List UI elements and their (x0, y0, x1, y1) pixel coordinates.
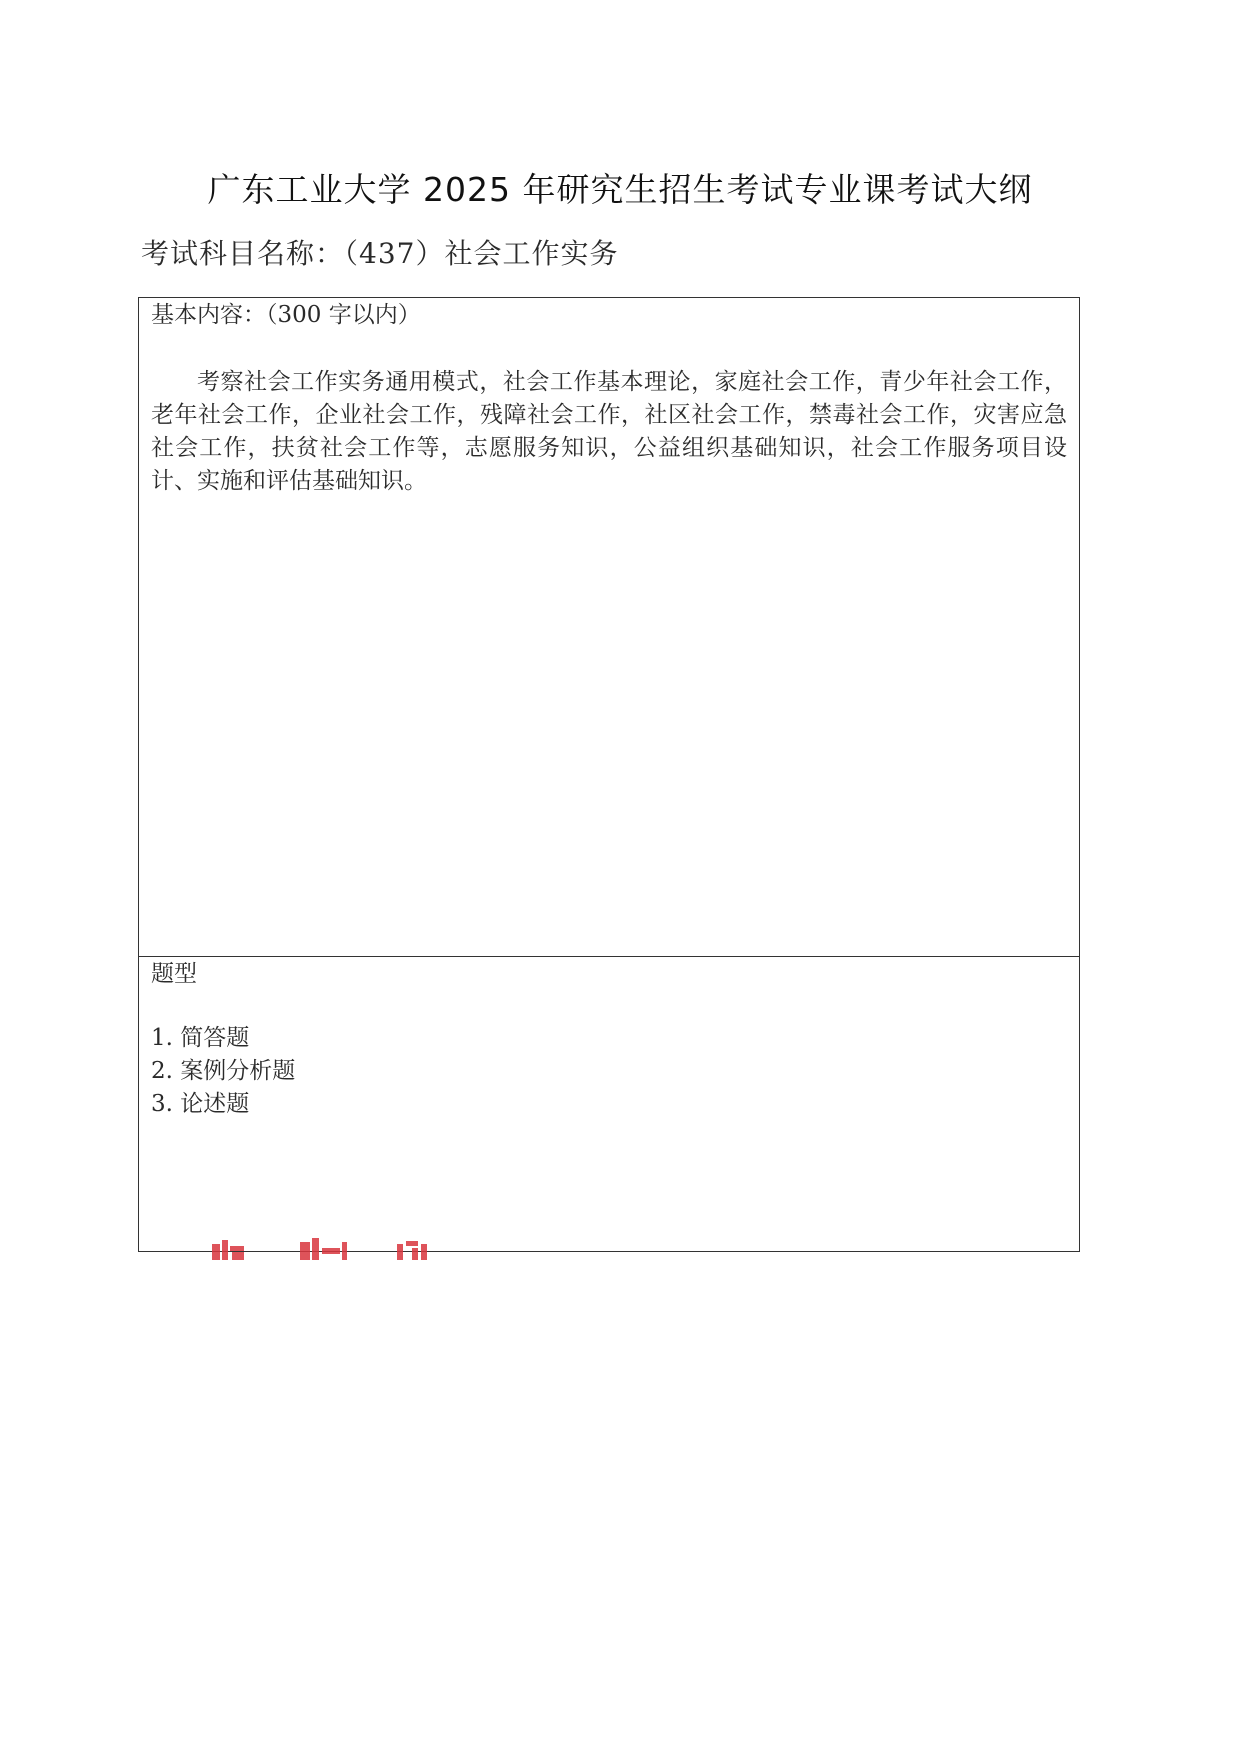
content-heading: 基本内容：（300 字以内） (151, 302, 421, 328)
list-item: 3. 论述题 (151, 1091, 250, 1117)
red-seal-stamp-fragment (212, 1238, 452, 1260)
list-item: 1. 简答题 (151, 1025, 250, 1051)
outline-table (138, 297, 1080, 1252)
list-item: 2. 案例分析题 (151, 1058, 296, 1084)
page-title: 广东工业大学 2025 年研究生招生考试专业课考试大纲 (207, 170, 1033, 209)
seal-stamp-icon (212, 1238, 452, 1260)
question-types-heading: 题型 (151, 961, 197, 987)
question-types-list (151, 1022, 1067, 1121)
question-types-section (139, 957, 1079, 1251)
content-paragraph: 考察社会工作实务通用模式，社会工作基本理论，家庭社会工作，青少年社会工作，老年社会工作，企业社会工作，残障社会工作，社区社会工作，禁毒社会工作，灾害应急社会工作，扶贫社会工作等，志愿服务知识，公益组织基础知识，社会工作服务项目设计、实施和评估基础知识。 (151, 369, 1067, 494)
subject-name: 考试科目名称：（437）社会工作实务 (141, 237, 619, 270)
content-section (139, 298, 1079, 957)
